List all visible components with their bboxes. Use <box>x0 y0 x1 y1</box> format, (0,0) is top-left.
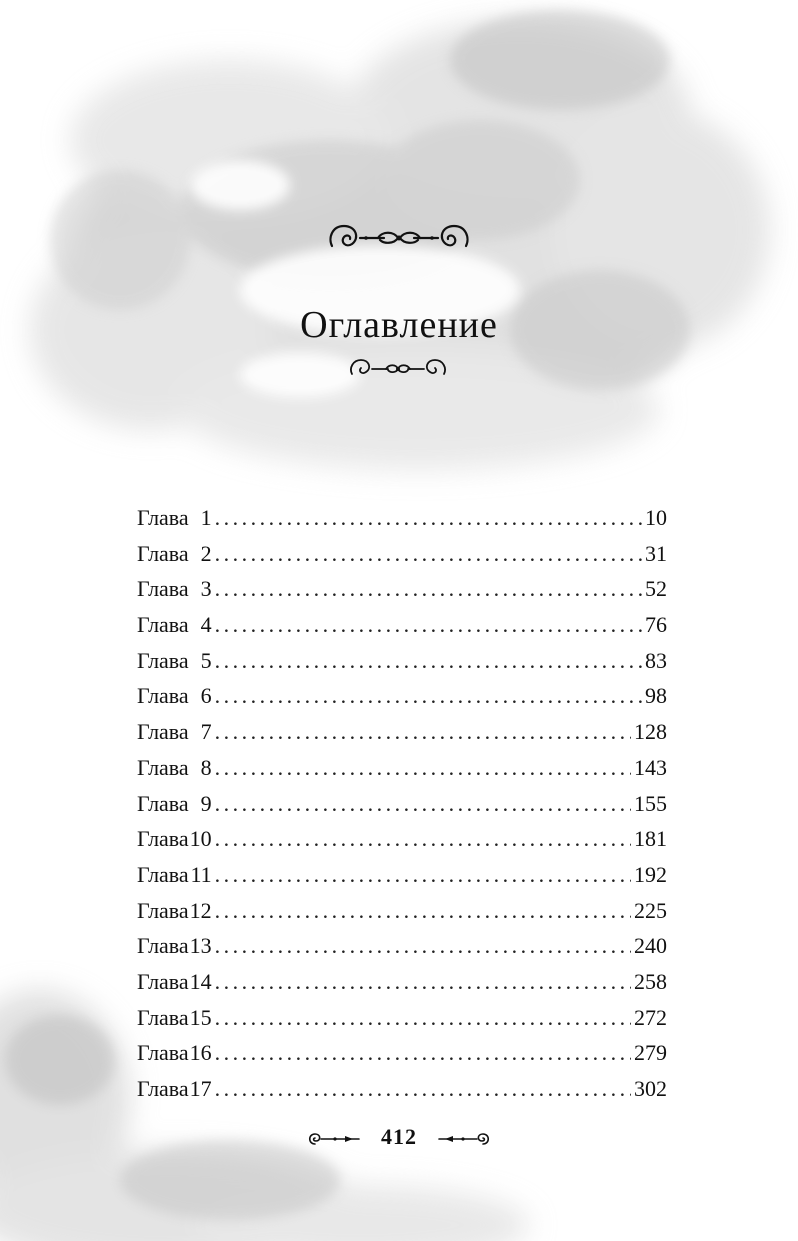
dot-leader <box>215 933 631 959</box>
chapter-label <box>137 1076 212 1102</box>
chapter-word: Глава <box>137 719 189 745</box>
chapter-page: 279 <box>634 1040 667 1066</box>
dot-leader <box>215 1040 631 1066</box>
chapter-page: 10 <box>645 505 667 530</box>
dot-leader <box>215 826 631 852</box>
dot-leader <box>215 791 631 817</box>
toc-row[interactable] <box>137 576 667 612</box>
chapter-label <box>137 969 212 995</box>
chapter-page: 258 <box>634 968 667 994</box>
toc-row[interactable] <box>137 648 667 684</box>
chapter-number: 12 <box>189 897 212 923</box>
dot-leader <box>215 576 642 602</box>
toc-row[interactable] <box>137 791 667 827</box>
chapter-number: 10 <box>189 826 212 852</box>
dot-leader <box>215 719 631 745</box>
chapter-page: 302 <box>634 1076 667 1101</box>
toc-row[interactable] <box>137 612 667 648</box>
dot-leader <box>215 683 642 709</box>
chapter-word: Глава <box>137 612 189 638</box>
chapter-word: Глава <box>137 505 189 530</box>
chapter-label <box>137 719 212 745</box>
toc-row[interactable] <box>137 862 667 898</box>
dot-leader <box>215 898 631 924</box>
chapter-number: 17 <box>189 1076 212 1101</box>
chapter-number: 16 <box>189 1040 212 1066</box>
dot-leader <box>215 1076 631 1102</box>
chapter-number: 2 <box>200 540 212 566</box>
toc-row[interactable] <box>137 755 667 791</box>
toc-row[interactable] <box>137 898 667 934</box>
chapter-label <box>137 1005 212 1031</box>
toc-row[interactable] <box>137 1076 667 1112</box>
chapter-page: 52 <box>645 576 667 602</box>
title-underline-ornament <box>348 356 448 382</box>
chapter-page: 83 <box>645 647 667 673</box>
dot-leader <box>215 862 631 888</box>
chapter-page: 143 <box>634 754 667 780</box>
toc-row[interactable] <box>137 969 667 1005</box>
dot-leader <box>215 505 642 531</box>
chapter-word: Глава <box>137 683 189 709</box>
chapter-page: 225 <box>634 897 667 923</box>
top-flourish-ornament <box>326 220 472 256</box>
chapter-number: 14 <box>189 968 212 994</box>
chapter-label <box>137 541 212 567</box>
page-number: 412 <box>381 1124 417 1149</box>
chapter-word: Глава <box>137 861 189 887</box>
dot-leader <box>215 612 642 638</box>
chapter-label <box>137 648 212 674</box>
chapter-word: Глава <box>137 576 189 602</box>
toc-row[interactable] <box>137 933 667 969</box>
chapter-label <box>137 755 212 781</box>
chapter-number: 11 <box>190 861 212 887</box>
chapter-page: 76 <box>645 612 667 638</box>
chapter-word: Глава <box>137 1004 189 1030</box>
chapter-page: 272 <box>634 1004 667 1030</box>
chapter-label <box>137 1040 212 1066</box>
chapter-number: 8 <box>200 754 212 780</box>
chapter-word: Глава <box>137 647 189 673</box>
chapter-word: Глава <box>137 968 189 994</box>
toc-row[interactable] <box>137 1040 667 1076</box>
chapter-number: 9 <box>200 790 212 816</box>
dot-leader <box>215 648 642 674</box>
table-of-contents <box>137 505 667 1112</box>
dot-leader <box>215 1005 631 1031</box>
dot-leader <box>215 969 631 995</box>
chapter-word: Глава <box>137 826 189 852</box>
chapter-label <box>137 791 212 817</box>
chapter-page: 98 <box>645 683 667 709</box>
chapter-label <box>137 683 212 709</box>
chapter-label <box>137 505 212 531</box>
chapter-page: 181 <box>634 826 667 852</box>
toc-row[interactable] <box>137 826 667 862</box>
chapter-page: 31 <box>645 540 667 566</box>
chapter-number: 15 <box>189 1004 212 1030</box>
chapter-number: 6 <box>200 683 212 709</box>
chapter-number: 3 <box>200 576 212 602</box>
toc-row[interactable] <box>137 1005 667 1041</box>
chapter-word: Глава <box>137 897 189 923</box>
chapter-label <box>137 576 212 602</box>
dot-leader <box>215 755 631 781</box>
chapter-number: 4 <box>200 612 212 638</box>
chapter-label <box>137 826 212 852</box>
page-title: Оглавление <box>300 304 498 347</box>
chapter-word: Глава <box>137 1040 189 1066</box>
footer-right-ornament <box>435 1130 493 1148</box>
chapter-number: 5 <box>200 647 212 673</box>
chapter-page: 192 <box>634 861 667 887</box>
chapter-page: 155 <box>634 790 667 816</box>
chapter-number: 1 <box>200 505 212 530</box>
chapter-label <box>137 612 212 638</box>
chapter-number: 13 <box>189 933 212 959</box>
toc-row[interactable] <box>137 505 667 541</box>
chapter-label <box>137 862 212 888</box>
toc-row[interactable] <box>137 683 667 719</box>
chapter-page: 128 <box>634 719 667 745</box>
chapter-label <box>137 933 212 959</box>
chapter-number: 7 <box>200 719 212 745</box>
chapter-label <box>137 898 212 924</box>
toc-row[interactable] <box>137 541 667 577</box>
chapter-page: 240 <box>634 933 667 959</box>
dot-leader <box>215 541 642 567</box>
chapter-word: Глава <box>137 540 189 566</box>
chapter-word: Глава <box>137 754 189 780</box>
toc-row[interactable] <box>137 719 667 755</box>
chapter-word: Глава <box>137 1076 189 1101</box>
chapter-word: Глава <box>137 933 189 959</box>
chapter-word: Глава <box>137 790 189 816</box>
